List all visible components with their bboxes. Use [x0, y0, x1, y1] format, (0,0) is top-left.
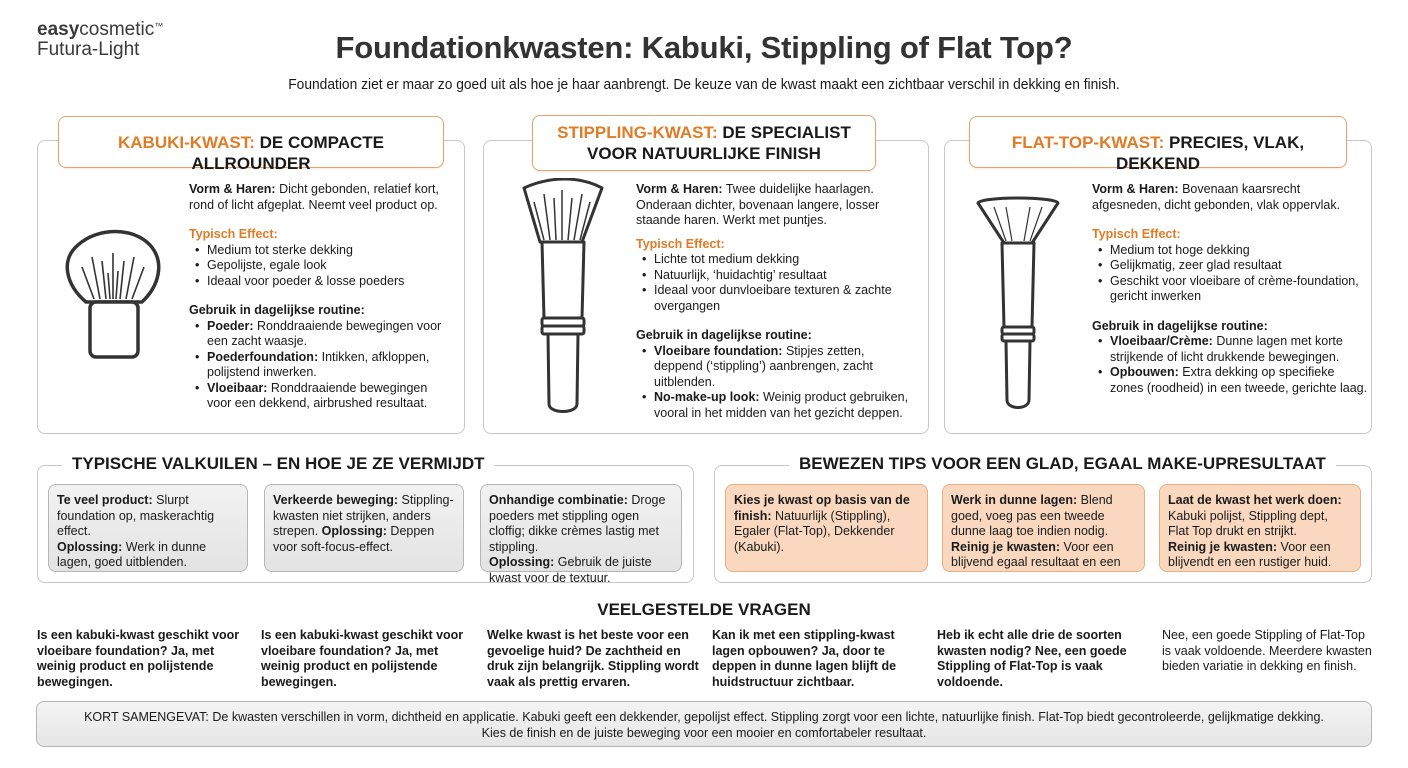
tips-title: BEWEZEN TIPS VOOR EEN GLAD, EGAAL MAKE-UPRESULTAAT — [789, 454, 1336, 474]
effect-item: • Gelijkmatig, zeer glad resultaat — [1098, 258, 1368, 274]
pitfalls-section — [37, 454, 694, 585]
routine-item: • Opbouwen: Extra dekking op specifieke zones (roodheid) in een tweede, gerichte laag. — [1098, 365, 1368, 396]
page-subtitle: Foundation ziet er maar zo goed uit als hoe je haar aanbrengt. De keuze van de kwast maakt een zichtbaar verschil in dekking en finish. — [288, 76, 1120, 93]
pitfall-card: Onhandige combinatie: Droge poeders met stippling ogen cloffig; dikke crèmes lastig met stippling. Oplossing: Gebruik de juiste kwast voor de textuur. — [480, 484, 682, 572]
pitfalls-title: TYPISCHE VALKUILEN – EN HOE JE ZE VERMIJDT — [62, 454, 494, 474]
routine-item: • Vloeibaar/Crème: Dunne lagen met korte strijkende of licht drukkende bewegingen. — [1098, 334, 1368, 365]
faq-item: Is een kabuki-kwast geschikt voor vloeibare foundation? Ja, met weinig product en polijstende bewegingen. — [261, 628, 464, 689]
effect-heading: Typisch Effect: — [1092, 227, 1181, 241]
faq-item: Heb ik echt alle drie de soorten kwasten nodig? Nee, een goede Stippling of Flat-Top is vaak voldoende. — [937, 628, 1127, 689]
summary-line-1: KORT SAMENGEVAT: De kwasten verschillen in vorm, dichtheid en applicatie. Kabuki geeft een dekkender, gepolijst effect. Stippling zorgt voor een lichte, natuurlijke finish. Flat-Top biedt gecontroleerde, gelijkmatige dekking. — [84, 710, 1324, 724]
effect-item: • Natuurlijk, ‘huidachtig’ resultaat — [642, 268, 914, 284]
pitfall-card: Te veel product: Slurpt foundation op, maskerachtig effect. Oplossing: Werk in dunne lagen, goed uitblenden. — [48, 484, 248, 572]
tip-card: Werk in dunne lagen: Blend goed, voeg pas een tweede dunne laag toe indien nodig. Reinig je kwasten: Voor een blijvend egaal resultaat en een — [942, 484, 1145, 572]
stippling-brush-icon — [514, 178, 610, 418]
brand-name-bold: easy — [37, 19, 80, 40]
faq-item: Kan ik met een stippling-kwast lagen opbouwen? Ja, door te deppen in dunne lagen blijft de huidstructuur zichtbaar. — [712, 628, 897, 689]
faq-item: Nee, een goede Stippling of Flat-Top is vaak voldoende. Meerdere kwasten bieden variatie in dekking en finish. — [1162, 628, 1372, 673]
effect-item: • Gepolijste, egale look — [195, 258, 449, 274]
flat-top-brush-icon — [976, 195, 1060, 415]
effect-item: • Ideaal voor poeder & losse poeders — [195, 274, 449, 290]
page-title: Foundationkwasten: Kabuki, Stippling of Flat Top? — [335, 30, 1073, 65]
card-kabuki-body: Vorm & Haren: Dicht gebonden, relatief kort, rond of licht afgeplat. Neemt veel product op. Typisch Effect: • Medium tot sterke dekking • Gepolijste, egale look • Ideaal voor poeder & losse poeders Gebruik in dagelijkse routine: • Poeder: Ronddraaiende bewegingen voor een zacht waasje. • Poederfoundation: Intikken, afkloppen, polijstend inwerken. • Vloeibaar: Ronddraaiende bewegingen voor een dekkend, airbrushed resultaat. — [189, 182, 449, 412]
faq-item: Welke kwast is het beste voor een gevoelige huid? De zachtheid en druk zijn belangrijk. Stippling wordt vaak als prettig ervaren. — [487, 628, 699, 689]
kabuki-brush-icon — [58, 225, 168, 365]
routine-item: • Vloeibaar: Ronddraaiende bewegingen voor een dekkend, airbrushed resultaat. — [195, 381, 449, 412]
effect-item: • Medium tot sterke dekking — [195, 243, 449, 259]
effect-item: • Lichte tot medium dekking — [642, 252, 914, 268]
trademark: ™ — [154, 21, 164, 31]
routine-item: • Vloeibare foundation: Stipjes zetten, deppend (‘stippling’) aanbrengen, zacht uitblenden. — [642, 344, 914, 391]
routine-heading: Gebruik in dagelijkse routine: — [189, 303, 365, 317]
routine-item: • Poederfoundation: Intikken, afkloppen, polijstend inwerken. — [195, 350, 449, 381]
summary-line-2: Kies de finish en de juiste beweging voor een mooier en comfortabeler resultaat. — [481, 725, 927, 740]
routine-item: • Poeder: Ronddraaiende bewegingen voor een zacht waasje. — [195, 319, 449, 350]
effect-item: • Ideaal voor dunvloeibare texturen & zachte overgangen — [642, 283, 914, 314]
pitfall-card: Verkeerde beweging: Stippling-kwasten niet strijken, anders strepen. Oplossing: Deppen voor soft-focus-effect. — [264, 484, 464, 572]
routine-heading: Gebruik in dagelijkse routine: — [1092, 318, 1268, 333]
effect-item: • Geschikt voor vloeibare of crème-foundation, gericht inwerken — [1098, 274, 1368, 305]
routine-heading: Gebruik in dagelijkse routine: — [636, 328, 812, 342]
card-stippling-body: Vorm & Haren: Twee duidelijke haarlagen. Onderaan dichter, bovenaan langere, losser staande haren. Werkt met puntjes. Typisch Effect: • Lichte tot medium dekking • Natuurlijk, ‘huidachtig’ resultaat • Ideaal voor dunvloeibare texturen & zachte overgangen Gebruik in dagelijkse routine: • Vloeibare foundation: Stipjes zetten, deppend (‘stippling’) aanbrengen, zacht uitblenden. • No-make-up look: Weinig product gebruiken, vooral in het midden van het gezicht deppen. — [636, 182, 914, 421]
effect-item: • Medium tot hoge dekking — [1098, 243, 1368, 259]
brand-name-regular: cosmetic — [79, 19, 155, 40]
faq-item: Is een kabuki-kwast geschikt voor vloeibare foundation? Ja, met weinig product en polijstende bewegingen. — [37, 628, 240, 689]
card-stippling-title: STIPPLING-KWAST: DE SPECIALIST VOOR NATUURLIJKE FINISH — [532, 115, 876, 171]
card-flat-top-title: FLAT-TOP-KWAST: PRECIES, VLAK, DEKKEND — [969, 116, 1347, 168]
faq-title: VEELGESTELDE VRAGEN — [597, 600, 811, 619]
effect-heading: Typisch Effect: — [636, 236, 725, 251]
routine-item: • No-make-up look: Weinig product gebruiken, vooral in het midden van het gezicht deppen. — [642, 390, 914, 421]
summary-box — [36, 701, 1372, 747]
effect-heading: Typisch Effect: — [189, 227, 278, 241]
card-flat-top-body: Vorm & Haren: Bovenaan kaarsrecht afgesneden, dicht gebonden, vlak oppervlak. Typisch Effect: • Medium tot hoge dekking • Gelijkmatig, zeer glad resultaat • Geschikt voor vloeibare of crème-foundation, gericht inwerken Gebruik in dagelijkse routine: • Vloeibaar/Crème: Dunne lagen met korte strijkende of licht drukkende bewegingen. • Opbouwen: Extra dekking op specifieke zones (roodheid) in een tweede, gerichte laag. — [1092, 182, 1368, 396]
tip-card: Kies je kwast op basis van de finish: Natuurlijk (Stippling), Egaler (Flat-Top), Dekkender (Kabuki). — [725, 484, 928, 572]
brand-font-label: Futura-Light — [37, 38, 140, 60]
tips-section — [714, 454, 1372, 583]
tip-card: Laat de kwast het werk doen: Kabuki polijst, Stippling dept, Flat Top drukt en strijkt. Reinig je kwasten: Voor een blijvendt en een rustiger huid. — [1159, 484, 1361, 572]
card-kabuki-title: KABUKI-KWAST: DE COMPACTE ALLROUNDER — [58, 116, 444, 168]
